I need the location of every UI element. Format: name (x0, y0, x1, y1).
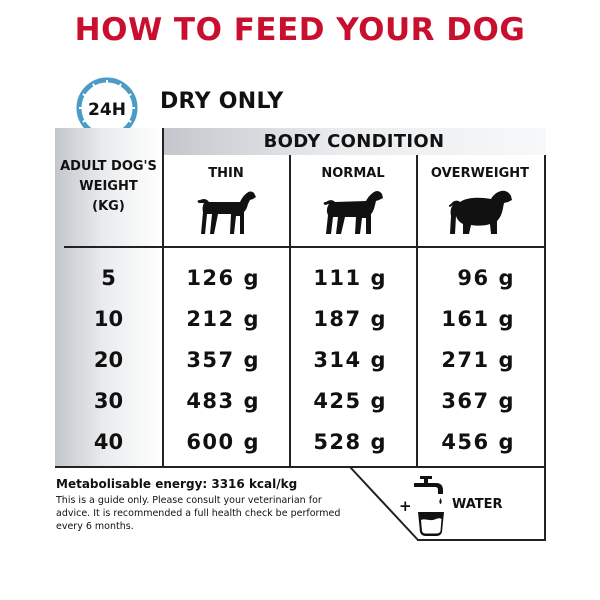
overweight-dog-icon (417, 188, 543, 238)
metabolisable-energy: Metabolisable energy: 3316 kcal/kg (56, 477, 298, 491)
table-cell: 600 g (186, 430, 260, 454)
guide-note: This is a guide only. Please consult your veterinarian for advice. It is recommended a full health check be performed every 6 months. (56, 495, 341, 532)
table-cell: 456 g (441, 430, 515, 454)
grid-line (64, 246, 546, 248)
table-cell: 271 g (441, 348, 515, 372)
water-label: WATER (452, 497, 503, 512)
normal-dog-icon (290, 188, 416, 238)
table-cell: 425 g (313, 389, 387, 413)
column-header-overweight: OVERWEIGHT (430, 166, 530, 181)
weight-value: 10 (93, 307, 124, 331)
weight-value: 40 (93, 430, 124, 454)
water-tap-bowl-icon (410, 474, 450, 538)
table-cell: 367 g (441, 389, 515, 413)
weight-value: 5 (101, 266, 116, 290)
weight-value: 30 (93, 389, 124, 413)
table-cell: 161 g (441, 307, 515, 331)
table-cell: 483 g (186, 389, 260, 413)
table-cell: 111 g (313, 266, 387, 290)
weight-column-header: ADULT DOG'S WEIGHT (KG) (60, 159, 157, 214)
table-cell: 357 g (186, 348, 260, 372)
column-header-normal: NORMAL (321, 166, 385, 181)
weight-value: 20 (93, 348, 124, 372)
page-title: HOW TO FEED YOUR DOG (74, 12, 526, 48)
table-cell: 314 g (313, 348, 387, 372)
table-cell: 212 g (186, 307, 260, 331)
table-cell: 126 g (186, 266, 260, 290)
clock-badge-label: 24H (88, 100, 126, 120)
table-cell: 96 g (457, 266, 515, 290)
column-header-thin: THIN (208, 166, 244, 181)
section-title: DRY ONLY (160, 89, 284, 114)
table-cell: 528 g (313, 430, 387, 454)
plus-sign: + (399, 497, 412, 515)
table-cell: 187 g (313, 307, 387, 331)
body-condition-header: BODY CONDITION (263, 131, 445, 152)
thin-dog-icon (163, 188, 289, 238)
